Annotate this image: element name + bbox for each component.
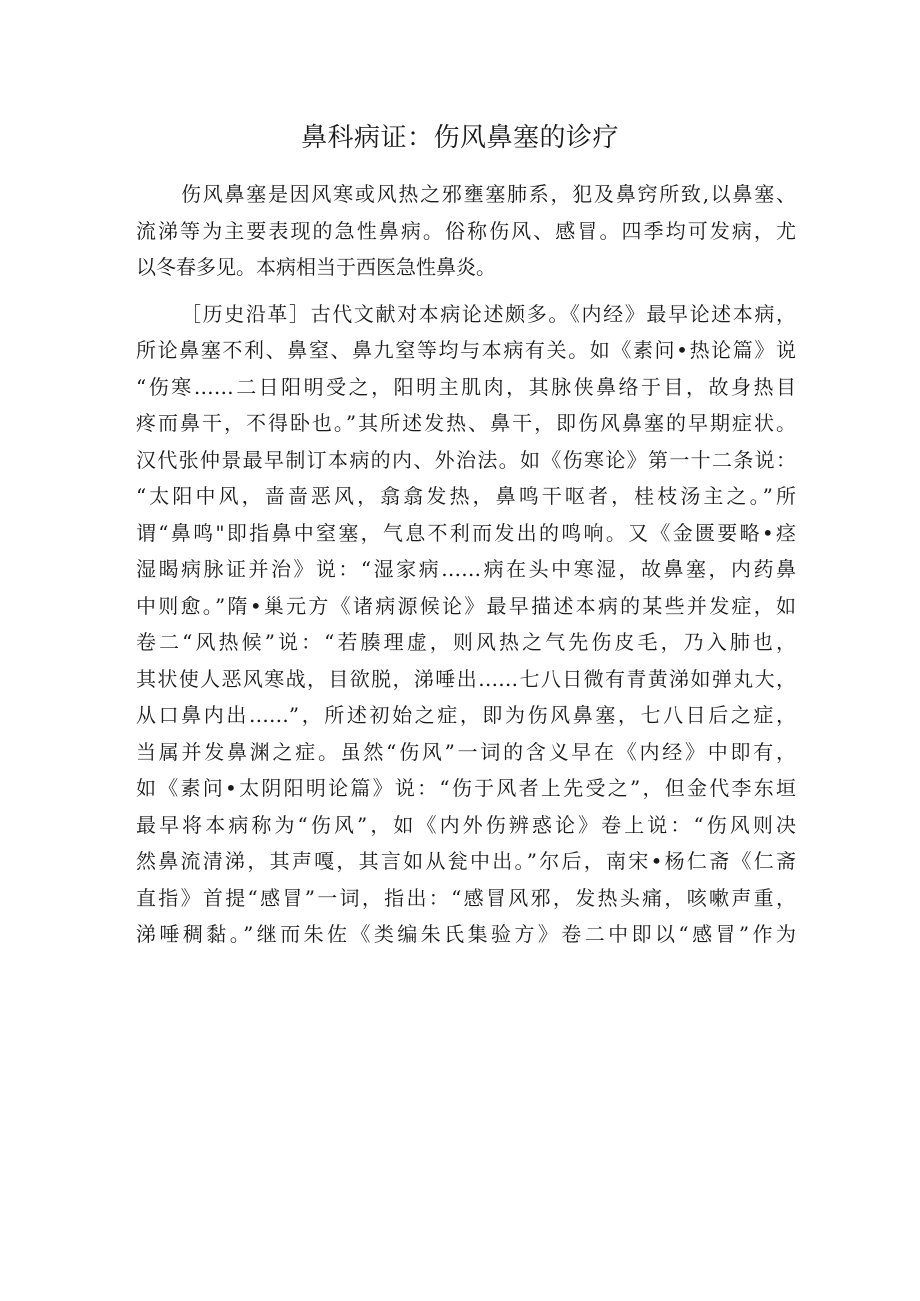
text-line: 其状使人恶风寒战，目欲脱，涕唾出……七八日微有青黄涕如弹丸大， [136,666,796,691]
text-line: 从口鼻内出……”，所述初始之症，即为伤风鼻塞，七八日后之症， [136,703,796,727]
text-line: 当属并发鼻渊之症。虽然“伤风”一词的含义早在《内经》中即有， [136,739,796,764]
paragraph-intro [136,176,796,286]
text-line: 以冬春多见。本病相当于西医急性鼻炎。 [136,255,496,279]
text-line: ［历史沿革］古代文献对本病论述颇多。《内经》最早论述本病， [181,301,796,326]
text-line: 如《素问•太阴阳明论篇》说：“伤于风者上先受之”，但金代李东垣 [136,776,796,800]
paragraph-history [136,296,796,953]
paragraph-gap [136,286,796,296]
text-line: 然鼻流清涕，其声嘎，其言如从瓮中出。”尔后，南宋•杨仁斋《仁斋 [136,849,796,873]
text-line: 谓“鼻鸣"即指鼻中窒塞，气息不利而发出的鸣响。又《金匮要略•痉 [136,520,796,545]
text-line: 直指》首提“感冒”一词，指出：“感冒风邪，发热头痛，咳嗽声重， [136,885,796,910]
text-line: 最早将本病称为“伤风”，如《内外伤辨惑论》卷上说：“伤风则决 [136,812,796,837]
text-line: “太阳中风，啬啬恶风，翕翕发热，鼻鸣干呕者，桂枝汤主之。”所 [136,484,796,508]
text-line: 湿暍病脉证并治》说：“湿家病……病在头中寒湿，故鼻塞，内药鼻 [136,557,796,581]
text-line: “伤寒……二日阳明受之，阳明主肌肉，其脉侠鼻络于目，故身热目 [136,374,796,399]
text-line: 伤风鼻塞是因风寒或风热之邪壅塞肺系，犯及鼻窍所致,以鼻塞、 [181,182,796,206]
text-line: 疼而鼻干，不得卧也。”其所述发热、鼻干，即伤风鼻塞的早期症状。 [136,411,796,435]
page-title: 鼻科病证：伤风鼻塞的诊疗 [300,123,619,153]
text-line: 汉代张仲景最早制订本病的内、外治法。如《伤寒论》第一十二条说： [136,447,796,472]
text-line: 流涕等为主要表现的急性鼻病。俗称伤风、感冒。四季均可发病，尤 [136,218,796,243]
text-line: 所论鼻塞不利、鼻窒、鼻九窒等均与本病有关。如《素问•热论篇》说 [136,338,796,362]
document-body [136,176,796,953]
text-line: 中则愈。”隋•巢元方《诸病源候论》最早描述本病的某些并发症，如 [136,593,796,618]
text-line: 涕唾稠黏。”继而朱佐《类编朱氏集验方》卷二中即以“感冒”作为 [136,922,796,946]
text-line: 卷二“风热候”说：“若腠理虚，则风热之气先伤皮毛，乃入肺也， [136,630,796,654]
